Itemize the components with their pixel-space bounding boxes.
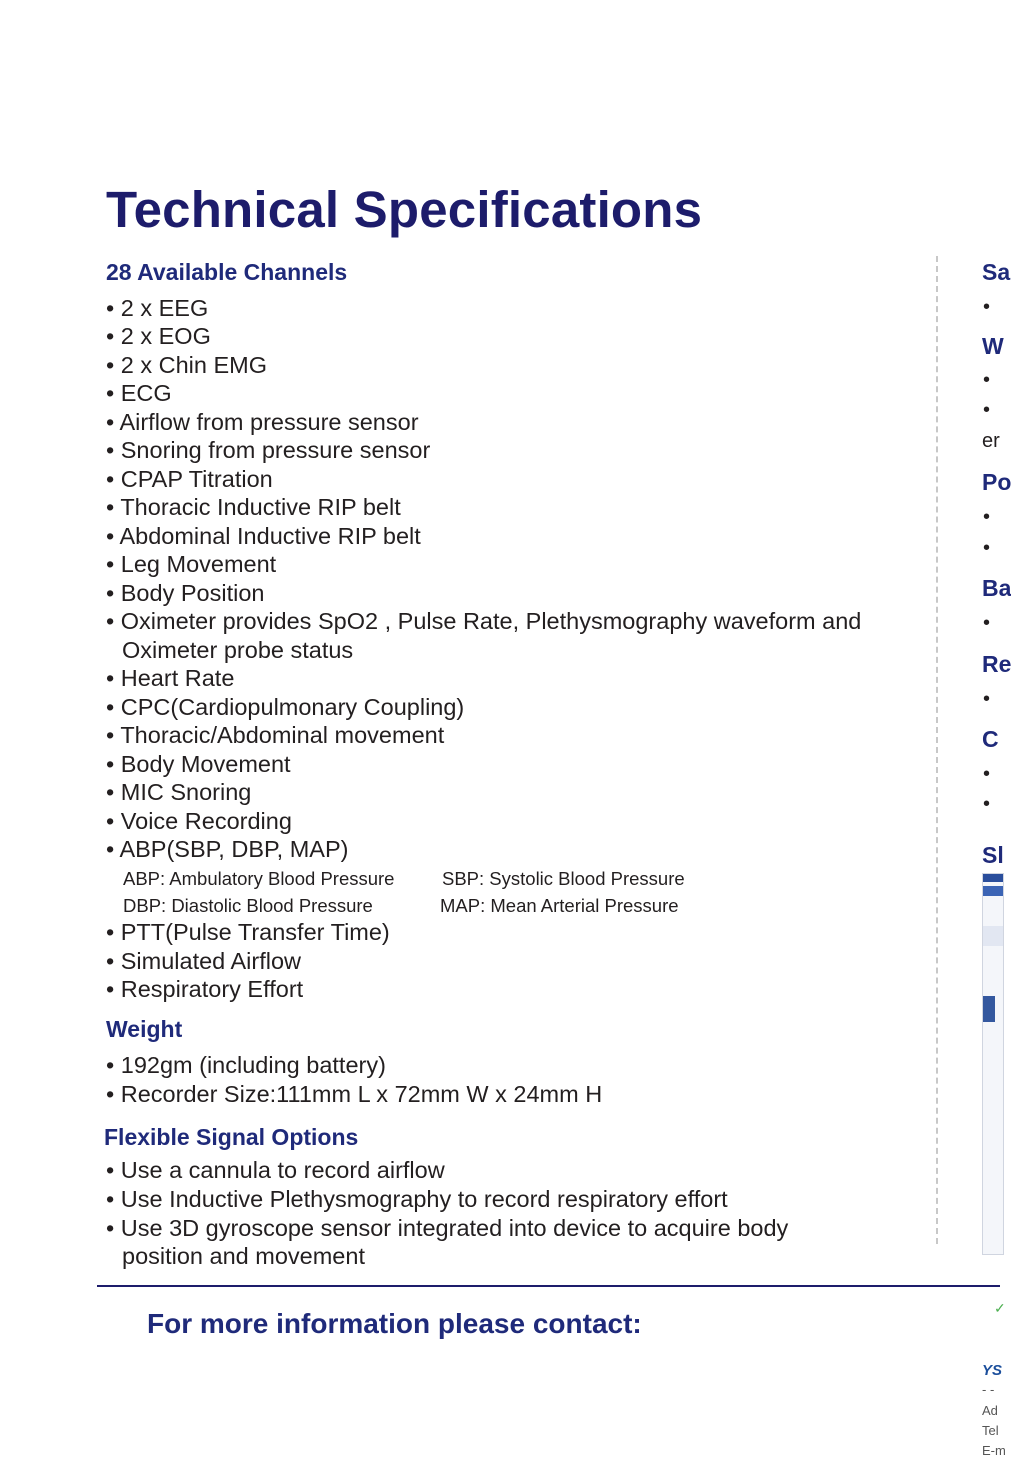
list-item: • 2 x EEG [106,295,209,321]
list-item: • Body Movement [106,751,291,777]
list-item: • CPC(Cardiopulmonary Coupling) [106,694,465,720]
right-bullet: • [983,296,991,318]
right-heading: Sa [982,259,1011,285]
list-item: • Snoring from pressure sensor [106,437,431,463]
right-bullet: • [983,763,991,785]
footer-address: Ad [982,1403,998,1418]
list-item: • Simulated Airflow [106,948,301,974]
list-item: • ABP(SBP, DBP, MAP) [106,836,349,862]
list-item: • Abdominal Inductive RIP belt [106,523,421,549]
flexible-heading: Flexible Signal Options [104,1124,359,1150]
right-heading: W [982,333,1004,359]
list-item-continuation: position and movement [122,1243,365,1269]
screenshot-titlebar [983,874,1003,882]
right-heading: Sl [982,842,1004,868]
list-item: • 192gm (including battery) [106,1052,386,1078]
dbp-note: DBP: Diastolic Blood Pressure [123,895,373,916]
list-item: • Body Position [106,580,265,606]
list-item: • Thoracic Inductive RIP belt [106,494,401,520]
list-item-continuation: Oximeter probe status [122,637,354,663]
right-heading: Re [982,651,1011,677]
list-item: • Use a cannula to record airflow [106,1157,445,1183]
footer-dashes: - - [982,1382,995,1397]
list-item: • Heart Rate [106,665,235,691]
right-heading: Po [982,469,1011,495]
list-item: • Respiratory Effort [106,976,304,1002]
right-bullet: • [983,369,991,391]
footer-tel: Tel [982,1423,999,1438]
right-bullet: • [983,793,991,815]
list-item: • Voice Recording [106,808,292,834]
screenshot-toolbar [983,886,1003,896]
screenshot-side-tab [983,996,995,1022]
list-item: • 2 x EOG [106,323,211,349]
list-item: • Leg Movement [106,551,277,577]
list-item: • PTT(Pulse Transfer Time) [106,919,390,945]
right-fragment: er [982,430,1000,452]
channels-heading: 28 Available Channels [106,259,348,285]
list-item: • Recorder Size:111mm L x 72mm W x 24mm H [106,1081,603,1107]
right-heading: Ba [982,575,1011,601]
abp-note: ABP: Ambulatory Blood Pressure [123,868,395,889]
list-item: • ECG [106,380,172,406]
company-logo: YS [982,1362,1003,1379]
weight-heading: Weight [106,1016,183,1042]
right-bullet: • [983,537,991,559]
footer-rule [97,1285,1000,1287]
sbp-note: SBP: Systolic Blood Pressure [442,868,685,889]
list-item: • CPAP Titration [106,466,273,492]
list-item: • MIC Snoring [106,779,252,805]
list-item: • Oximeter provides SpO2 , Pulse Rate, Plethysmography waveform and [106,608,862,634]
list-item: • Thoracic/Abdominal movement [106,722,445,748]
footer-email: E-m [982,1443,1006,1458]
leaf-icon: ✓ [994,1300,1006,1316]
page-title: Technical Specifications [106,181,703,238]
right-bullet: • [983,399,991,421]
list-item: • 2 x Chin EMG [106,352,268,378]
list-item: • Use 3D gyroscope sensor integrated into device to acquire body [106,1215,789,1241]
column-divider [936,256,938,1244]
list-item: • Airflow from pressure sensor [106,409,419,435]
software-screenshot [982,873,1004,1255]
screenshot-panel [983,926,1003,946]
right-bullet: • [983,688,991,710]
right-heading: C [982,726,999,752]
list-item: • Use Inductive Plethysmography to record respiratory effort [106,1186,728,1212]
contact-heading: For more information please contact: [147,1308,642,1339]
map-note: MAP: Mean Arterial Pressure [440,895,679,916]
right-bullet: • [983,506,991,528]
right-bullet: • [983,612,991,634]
